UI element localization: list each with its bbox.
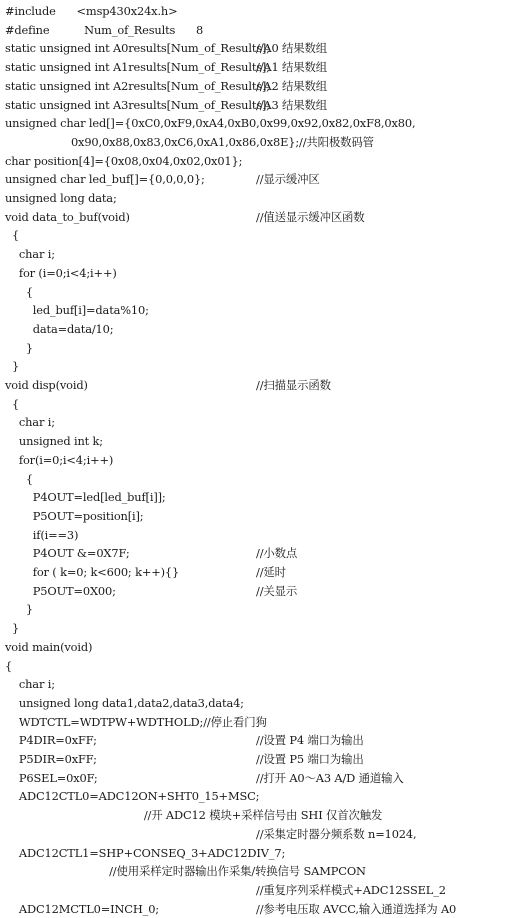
code-comment: //关显示 <box>256 583 298 598</box>
code-line: //使用采样定时器输出作采集/转换信号 SAMPCON <box>5 864 366 879</box>
code-line: P5OUT=position[i]; <box>5 508 144 523</box>
code-line: unsigned long data; <box>5 191 117 205</box>
code-line: { <box>5 658 13 673</box>
code-line: { <box>5 284 33 299</box>
code-line: static unsigned int A2results[Num_of_Results]; <box>5 78 270 93</box>
code-line: P4OUT=led[led_buf[i]]; <box>5 490 166 505</box>
code-comment: //设置 P4 端口为输出 <box>256 733 364 748</box>
code-line: char i; <box>5 677 55 692</box>
code-line: P4DIR=0xFF; <box>5 733 97 748</box>
code-line: { <box>5 396 20 411</box>
code-line: void disp(void) <box>5 378 88 392</box>
code-line: #define Num_of_Results 8 <box>5 22 204 37</box>
code-line: P4OUT &=0X7F; <box>5 546 130 561</box>
code-comment: //重复序列采样模式+ADC12SSEL_2 <box>256 882 446 897</box>
code-line: unsigned int k; <box>5 434 103 449</box>
code-line: ADC12CTL1=SHP+CONSEQ_3+ADC12DIV_7; <box>5 845 286 860</box>
code-line: void data_to_buf(void) <box>5 209 130 224</box>
code-line: 0x90,0x88,0x83,0xC6,0xA1,0x86,0x8E};//共阳极数码管 <box>5 134 374 149</box>
code-line: P5DIR=0xFF; <box>5 752 97 766</box>
code-comment: //延时 <box>256 565 286 579</box>
code-line: static unsigned int A3results[Num_of_Results]; <box>5 97 270 112</box>
code-line: led_buf[i]=data%10; <box>5 303 149 318</box>
code-line: char position[4]={0x08,0x04,0x02,0x01}; <box>5 153 243 168</box>
code-comment: //采集定时器分频系数 n=1024, <box>256 826 417 841</box>
code-line: //开 ADC12 模块+采样信号由 SHI 仅首次触发 <box>5 808 383 823</box>
code-comment: //A1 结果数组 <box>256 60 327 75</box>
code-line: } <box>5 621 20 636</box>
code-line: ADC12MCTL0=INCH_0; <box>5 901 159 916</box>
code-line: { <box>5 228 20 243</box>
code-line: #include <msp430x24x.h> <box>5 4 178 18</box>
code-line: ADC12CTL0=ADC12ON+SHT0_15+MSC; <box>5 789 260 804</box>
code-line: WDTCTL=WDTPW+WDTHOLD;//停止看门狗 <box>5 714 267 729</box>
code-line: unsigned char led[]={0xC0,0xF9,0xA4,0xB0,0x99,0x92,0x82,0xF8,0x80, <box>5 116 416 131</box>
code-line: P5OUT=0X00; <box>5 583 116 598</box>
code-line: } <box>5 340 33 355</box>
code-line: for ( k=0; k<600; k++){} <box>5 565 180 579</box>
code-comment: //显示缓冲区 <box>256 172 320 187</box>
code-comment: //小数点 <box>256 546 298 561</box>
code-line: static unsigned int A0results[Num_of_Results]; <box>5 41 270 56</box>
code-comment: //打开 A0～A3 A/D 通道输入 <box>256 770 404 785</box>
code-line: data=data/10; <box>5 321 114 336</box>
code-comment: //参考电压取 AVCC,输入通道选择为 A0 <box>256 901 457 916</box>
code-line: char i; <box>5 247 55 262</box>
code-line: char i; <box>5 415 55 430</box>
code-line: P6SEL=0x0F; <box>5 770 98 785</box>
code-line: } <box>5 602 33 617</box>
code-comment: //扫描显示函数 <box>256 378 331 392</box>
code-line: } <box>5 359 20 374</box>
code-line: void main(void) <box>5 639 93 654</box>
code-line: unsigned char led_buf[]={0,0,0,0}; <box>5 172 205 187</box>
code-comment: //设置 P5 端口为输出 <box>256 752 364 766</box>
code-line: static unsigned int A1results[Num_of_Results]; <box>5 60 270 75</box>
code-comment: //A2 结果数组 <box>256 78 327 93</box>
code-line: unsigned long data1,data2,data3,data4; <box>5 695 244 710</box>
code-comment: //值送显示缓冲区函数 <box>256 209 365 224</box>
code-comment: //A3 结果数组 <box>256 97 327 112</box>
code-line: if(i==3) <box>5 527 79 542</box>
code-comment: //A0 结果数组 <box>256 41 327 56</box>
code-line: for (i=0;i<4;i++) <box>5 265 117 280</box>
code-line: { <box>5 471 33 486</box>
code-line: for(i=0;i<4;i++) <box>5 452 114 467</box>
